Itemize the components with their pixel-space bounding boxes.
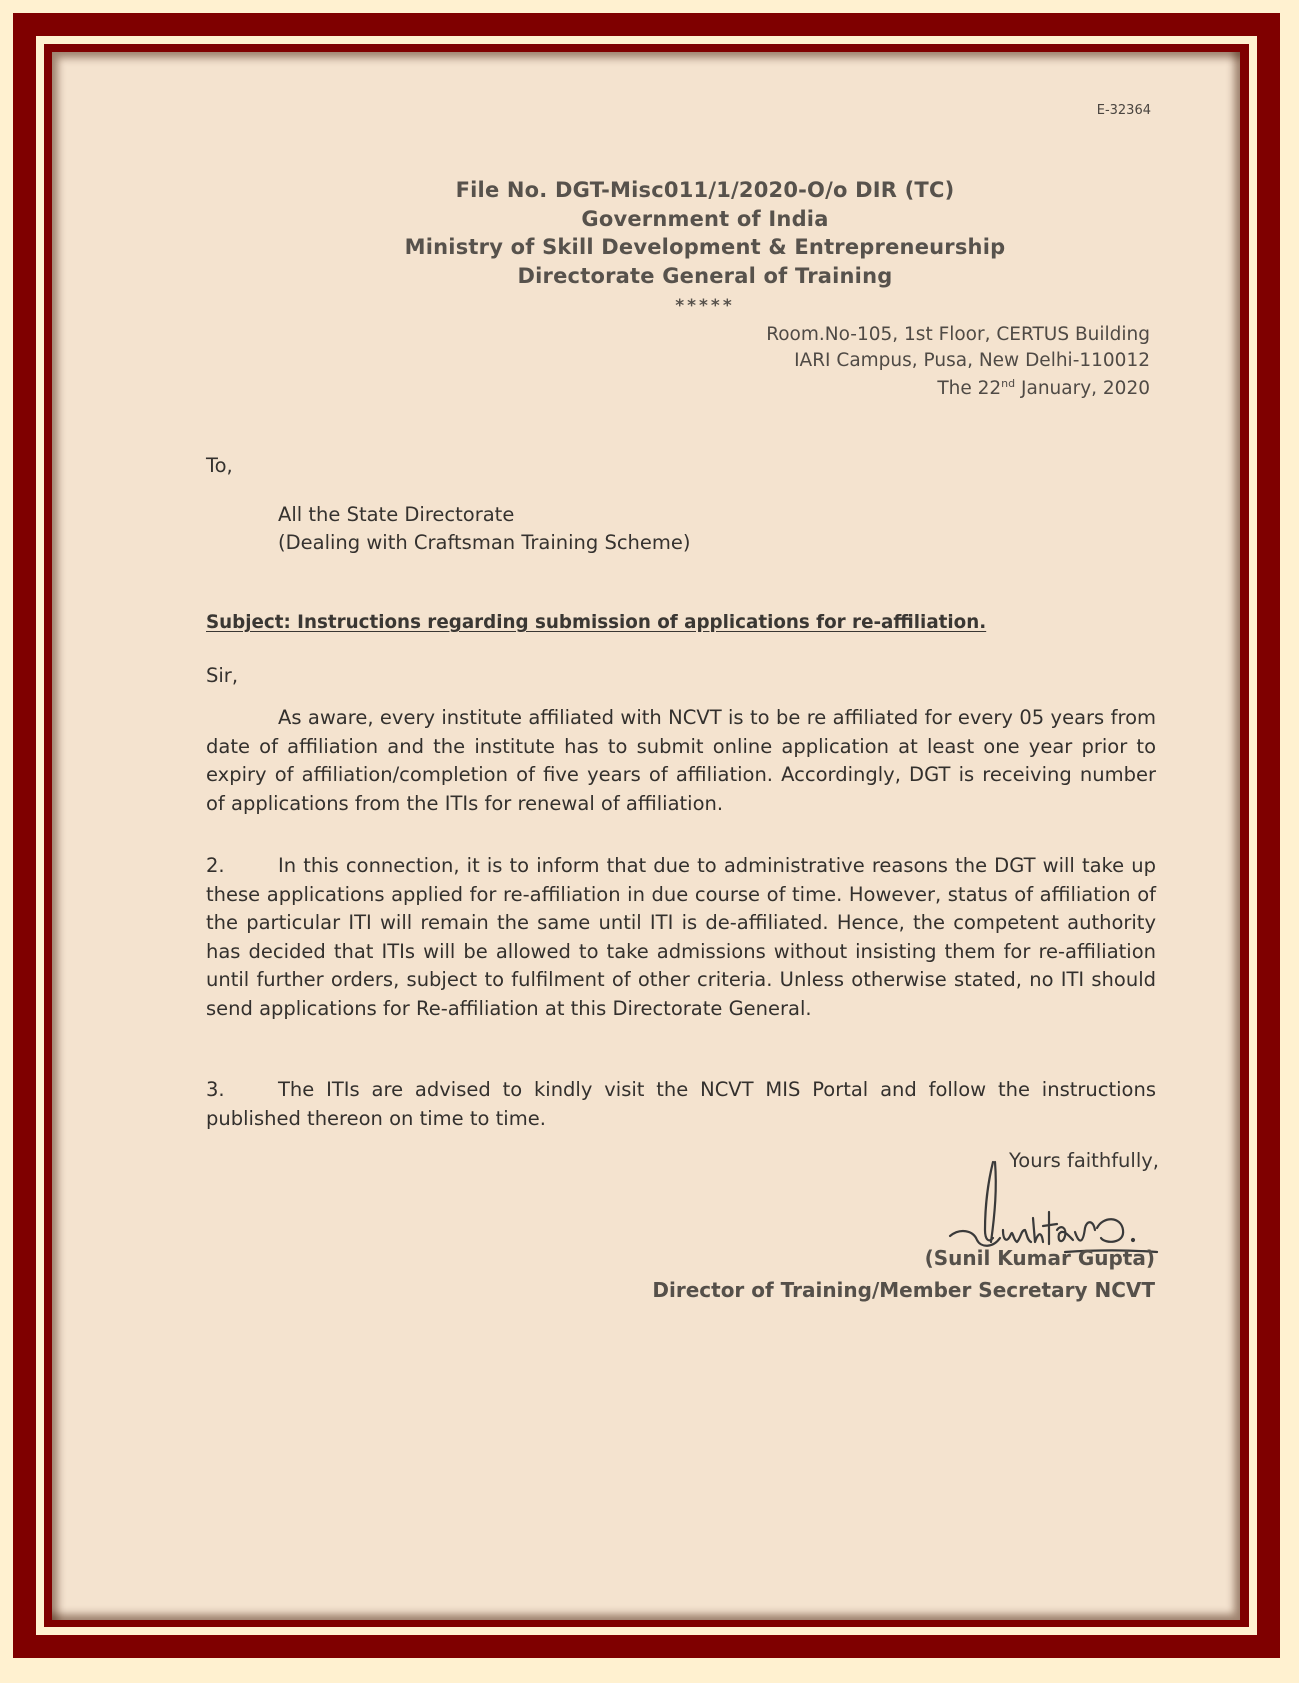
paragraph-text: In this connection, it is to inform that due to administrative reasons the DGT will take up these applications applied for re-affiliation in due course of time. However, status of affiliation of the particular ITI will remain the same until ITI is de-affiliated. Hence, the competent authority has decided that ITIs will be allowed to take admissions without insisting them for re-affiliation until further orders, subject to fulfilment of other criteria. Unless otherwise stated, no ITI should send applications for Re-affiliation at this Directorate General. xyxy=(206,854,1156,1020)
paragraph-1 xyxy=(206,704,1156,818)
date-ordinal: nd xyxy=(1001,377,1016,390)
recipient-line-1: All the State Directorate xyxy=(278,503,515,526)
address-line-1: Room.No-105, 1st Floor, CERTUS Building xyxy=(766,324,1150,345)
date-rest: January, 2020 xyxy=(1015,378,1150,399)
letter-date xyxy=(937,377,1150,399)
paragraph-number: 2. xyxy=(206,854,225,877)
salutation: Sir, xyxy=(206,664,239,687)
paragraph-text: The ITIs are advised to kindly visit the NCVT MIS Portal and follow the instructions published thereon on time to time. xyxy=(206,1078,1156,1130)
ministry-heading: Ministry of Skill Development & Entrepreneurship xyxy=(404,235,1006,259)
directorate-heading: Directorate General of Training xyxy=(517,264,893,288)
file-number: File No. DGT-Misc011/1/2020-O/o DIR (TC) xyxy=(455,178,955,202)
recipient-to: To, xyxy=(206,454,233,477)
date-prefix: The 22 xyxy=(937,378,1002,399)
reference-number: E-32364 xyxy=(1096,103,1151,118)
signatory-title: Director of Training/Member Secretary NCVT xyxy=(652,1278,1155,1302)
paragraph-3 xyxy=(206,1076,1156,1133)
government-heading: Government of India xyxy=(581,207,829,231)
recipient-line-2: (Dealing with Craftsman Training Scheme) xyxy=(278,531,691,554)
paragraph-2 xyxy=(206,852,1156,1024)
subject-line: Subject: Instructions regarding submission of applications for re-affiliation. xyxy=(206,612,987,633)
closing: Yours faithfully, xyxy=(1008,1149,1159,1172)
paragraph-text: As aware, every institute affiliated with NCVT is to be re affiliated for every 05 years from date of affiliation and the institute has to submit online application at least one year prior to expiry of affiliation/completion of five years of affiliation. Accordingly, DGT is receiving number of applications from the ITIs for renewal of affiliation. xyxy=(206,706,1156,815)
handwritten-signature-icon xyxy=(945,1158,1165,1258)
paragraph-number: 3. xyxy=(206,1078,225,1101)
signatory-name: (Sunil Kumar Gupta) xyxy=(924,1246,1155,1270)
address-line-2: IARI Campus, Pusa, New Delhi-110012 xyxy=(794,350,1150,371)
heading-separator: ***** xyxy=(675,296,735,316)
